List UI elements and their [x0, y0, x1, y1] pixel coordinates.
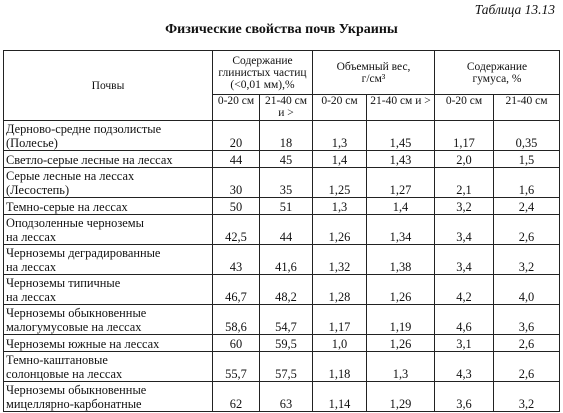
soil-name-cell	[4, 168, 213, 198]
value-cell: 4,3	[435, 352, 494, 382]
soil-name-line: Черноземы типичные	[6, 276, 121, 290]
soil-name-cell	[4, 215, 213, 245]
value-cell: 3,4	[435, 245, 494, 275]
soil-name-line: на лессах	[6, 229, 57, 244]
soil-name-cell	[4, 382, 213, 412]
soil-name-cell	[4, 121, 213, 151]
value-cell: 1,4	[313, 151, 367, 168]
soil-name-line: солонцовые на лессах	[6, 366, 123, 381]
value-cell: 3,2	[435, 198, 494, 215]
table-row	[4, 151, 560, 168]
value-cell: 2,6	[494, 335, 560, 352]
soil-name-line: малогумусовые на лессах	[6, 319, 142, 334]
value-cell: 1,25	[313, 168, 367, 198]
value-cell: 41,6	[260, 245, 313, 275]
soil-name-line: Оподзоленные черноземы	[6, 216, 144, 230]
soil-name-line: Темно-серые на лессах	[6, 199, 128, 214]
value-cell: 1,26	[367, 335, 435, 352]
value-cell: 48,2	[260, 275, 313, 305]
table-row	[4, 305, 560, 335]
value-cell: 1,29	[367, 382, 435, 412]
table-row	[4, 352, 560, 382]
value-cell: 4,6	[435, 305, 494, 335]
value-cell: 20	[213, 121, 260, 151]
soil-name-line: Светло-серые лесные на лессах	[6, 152, 173, 167]
value-cell: 1,26	[313, 215, 367, 245]
value-cell: 1,3	[367, 352, 435, 382]
value-cell: 1,38	[367, 245, 435, 275]
value-cell: 30	[213, 168, 260, 198]
subheader-depth: 0-20 см	[313, 95, 367, 121]
table-title: Физические свойства почв Украины	[165, 22, 398, 37]
value-cell: 1,3	[313, 121, 367, 151]
value-cell: 35	[260, 168, 313, 198]
value-cell: 1,5	[494, 151, 560, 168]
soil-name-cell	[4, 151, 213, 168]
value-cell: 18	[260, 121, 313, 151]
value-cell: 2,1	[435, 168, 494, 198]
value-cell: 44	[213, 151, 260, 168]
table-number: Таблица 13.13	[474, 2, 555, 17]
value-cell: 0,35	[494, 121, 560, 151]
value-cell: 3,1	[435, 335, 494, 352]
subheader-depth: 21-40 см и >	[260, 95, 313, 121]
value-cell: 2,6	[494, 352, 560, 382]
value-cell: 46,7	[213, 275, 260, 305]
soil-name-line: на лессах	[6, 259, 57, 274]
soil-name-line: Дерново-средне подзолистые	[6, 122, 162, 136]
soil-name-line: Темно-каштановые	[6, 353, 108, 367]
value-cell: 4,2	[435, 275, 494, 305]
value-cell: 2,0	[435, 151, 494, 168]
value-cell: 45	[260, 151, 313, 168]
soil-name-cell	[4, 305, 213, 335]
value-cell: 1,19	[367, 305, 435, 335]
subheader-depth: 0-20 см	[435, 95, 494, 121]
value-cell: 3,6	[435, 382, 494, 412]
header-soil: Почвы	[4, 51, 213, 121]
value-cell: 1,6	[494, 168, 560, 198]
soil-name-line: Черноземы обыкновенные	[6, 306, 147, 320]
subheader-depth: 21-40 см	[494, 95, 560, 121]
table-row	[4, 275, 560, 305]
soil-name-cell	[4, 335, 213, 352]
value-cell: 1,3	[313, 198, 367, 215]
table-row	[4, 121, 560, 151]
header-humus-content: Содержание гумуса, %	[435, 51, 560, 95]
soil-name-line: мицеллярно-карбонатные	[6, 396, 142, 411]
soil-name-line: (Полесье)	[6, 135, 58, 150]
value-cell: 57,5	[260, 352, 313, 382]
soil-name-line: Серые лесные на лессах	[6, 169, 135, 183]
table-row	[4, 198, 560, 215]
value-cell: 1,34	[367, 215, 435, 245]
value-cell: 1,17	[313, 305, 367, 335]
header-clay-content: Содержание глинистых частиц (<0,01 мм),%	[213, 51, 313, 95]
table-row	[4, 335, 560, 352]
value-cell: 51	[260, 198, 313, 215]
value-cell: 43	[213, 245, 260, 275]
value-cell: 1,17	[435, 121, 494, 151]
soil-name-line: (Лесостепь)	[6, 182, 70, 197]
value-cell: 44	[260, 215, 313, 245]
value-cell: 3,2	[494, 382, 560, 412]
soil-name-cell	[4, 198, 213, 215]
soil-name-cell	[4, 352, 213, 382]
value-cell: 59,5	[260, 335, 313, 352]
value-cell: 58,6	[213, 305, 260, 335]
value-cell: 54,7	[260, 305, 313, 335]
soil-name-line: Черноземы южные на лессах	[6, 336, 160, 351]
value-cell: 1,18	[313, 352, 367, 382]
value-cell: 2,6	[494, 215, 560, 245]
header-bulk-density: Объемный вес, г/см³	[313, 51, 435, 95]
value-cell: 50	[213, 198, 260, 215]
subheader-depth: 21-40 см и >	[367, 95, 435, 121]
value-cell: 55,7	[213, 352, 260, 382]
table-row	[4, 168, 560, 198]
value-cell: 42,5	[213, 215, 260, 245]
subheader-depth: 0-20 см	[213, 95, 260, 121]
value-cell: 3,6	[494, 305, 560, 335]
table-row	[4, 245, 560, 275]
value-cell: 2,4	[494, 198, 560, 215]
value-cell: 3,4	[435, 215, 494, 245]
soil-name-cell	[4, 275, 213, 305]
value-cell: 1,32	[313, 245, 367, 275]
value-cell: 1,28	[313, 275, 367, 305]
value-cell: 62	[213, 382, 260, 412]
soil-name-line: Черноземы обыкновенные	[6, 383, 147, 397]
value-cell: 60	[213, 335, 260, 352]
soil-name-cell	[4, 245, 213, 275]
value-cell: 3,2	[494, 245, 560, 275]
value-cell: 1,43	[367, 151, 435, 168]
soil-name-line: Черноземы деградированные	[6, 246, 161, 260]
table-row	[4, 215, 560, 245]
value-cell: 1,45	[367, 121, 435, 151]
table-row	[4, 382, 560, 412]
value-cell: 1,14	[313, 382, 367, 412]
value-cell: 4,0	[494, 275, 560, 305]
value-cell: 1,0	[313, 335, 367, 352]
soil-name-line: на лессах	[6, 289, 57, 304]
value-cell: 1,4	[367, 198, 435, 215]
value-cell: 63	[260, 382, 313, 412]
value-cell: 1,27	[367, 168, 435, 198]
value-cell: 1,26	[367, 275, 435, 305]
soil-properties-table	[3, 50, 560, 412]
